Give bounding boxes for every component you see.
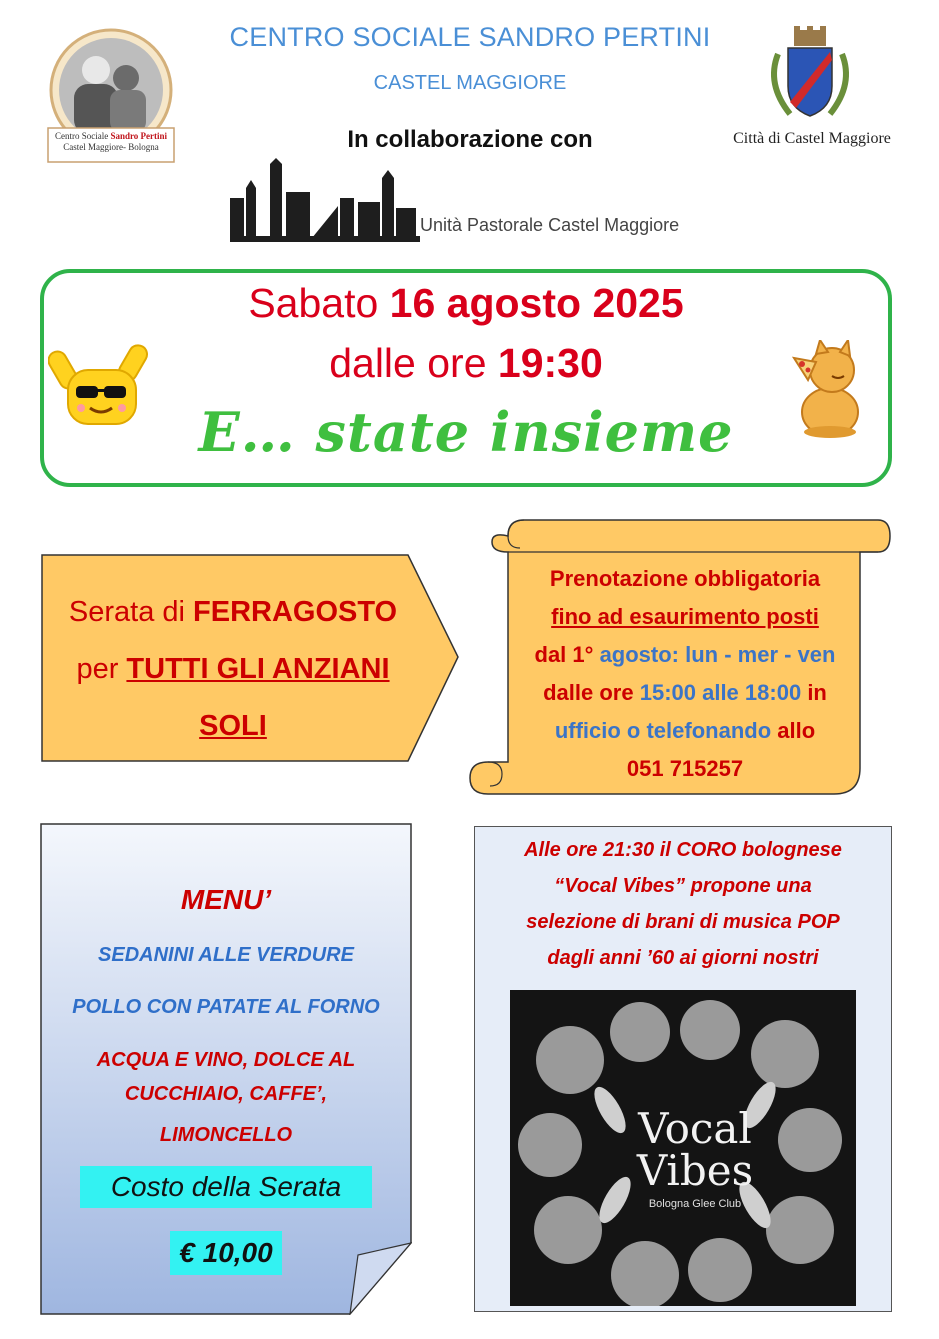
booking-line2: fino ad esaurimento posti [551,604,819,629]
event-time: 19:30 [497,340,603,386]
concert-line2: “Vocal Vibes” propone una [554,875,812,897]
concert-line4: dagli anni ’60 ai giorni nostri [547,947,819,969]
left-logo-line2: Castel Maggiore- Bologna [63,142,159,152]
booking-line4b: 15:00 alle 18:00 [639,680,802,705]
booking-line4a: dalle ore [543,680,634,705]
ferragosto-label: FERRAGOSTO [193,596,398,628]
booking-phone: 051 715257 [626,756,744,781]
vocal-vibes-photo [510,990,856,1306]
event-day: Sabato [248,280,379,326]
per-prefix: per [76,653,119,685]
menu-item-drinks [40,1043,412,1111]
menu-title: MENU’ [180,884,272,915]
concert-line1: Alle ore 21:30 il CORO bolognese [524,839,842,861]
city-caption: Città di Castel Maggiore [733,130,891,147]
concert-line3: selezione di brani di musica POP [526,911,840,933]
pastoral-caption: Unità Pastorale Castel Maggiore [420,215,680,235]
concert-text [474,832,892,976]
serata-prefix: Serata di [68,596,185,628]
skyline-icon [230,158,420,242]
cost-label: Costo della Serata [80,1166,372,1208]
vocal-vibes-logo-line1: Vocal [638,1104,752,1153]
event-date: 16 agosto 2025 [389,280,684,326]
booking-line3a: dal 1° [534,642,594,667]
event-slogan: E… state insieme [198,400,734,464]
booking-line4c: in [807,680,827,705]
event-time-prefix: dalle ore [329,340,487,386]
vocal-vibes-logo-line2: Vibes [636,1146,754,1195]
left-logo-line1-accent: Sandro Pertini [110,131,168,141]
menu-item-drinks-line2: CUCCHIAIO, CAFFE’, [124,1083,328,1105]
menu-item-limoncello: LIMONCELLO [159,1124,293,1146]
centro-sociale-logo [44,28,178,164]
cat-eating-pizza-icon [788,340,868,440]
collaboration-label: In collaborazione con [347,126,593,153]
header-title: CENTRO SOCIALE SANDRO PERTINI [229,22,711,52]
event-date-line [40,280,892,327]
tutti-anziani-label: TUTTI GLI ANZIANI [126,653,390,685]
booking-line3b: agosto: lun - mer - ven [599,642,836,667]
vocal-vibes-caption: Bologna Glee Club [648,1198,742,1210]
left-logo-line1: Centro Sociale [54,131,109,141]
menu-item-sedanini: SEDANINI ALLE VERDURE [98,944,354,966]
header-subtitle: CASTEL MAGGIORE [373,72,567,94]
menu-item-drinks-line1: ACQUA E VINO, DOLCE AL [96,1049,356,1071]
booking-line1: Prenotazione obbligatoria [549,566,821,591]
ferragosto-text [48,584,418,755]
booking-line5a: ufficio o telefonando [554,718,772,743]
event-time-line [40,340,892,387]
booking-line5b: allo [777,718,816,743]
soli-label: SOLI [199,710,267,742]
booking-text [500,560,870,788]
menu-item-pollo: POLLO CON PATATE AL FORNO [72,996,380,1018]
city-coat-of-arms [760,24,860,124]
hand-emoji-icon [48,340,158,430]
cost-value: € 10,00 [170,1231,282,1275]
